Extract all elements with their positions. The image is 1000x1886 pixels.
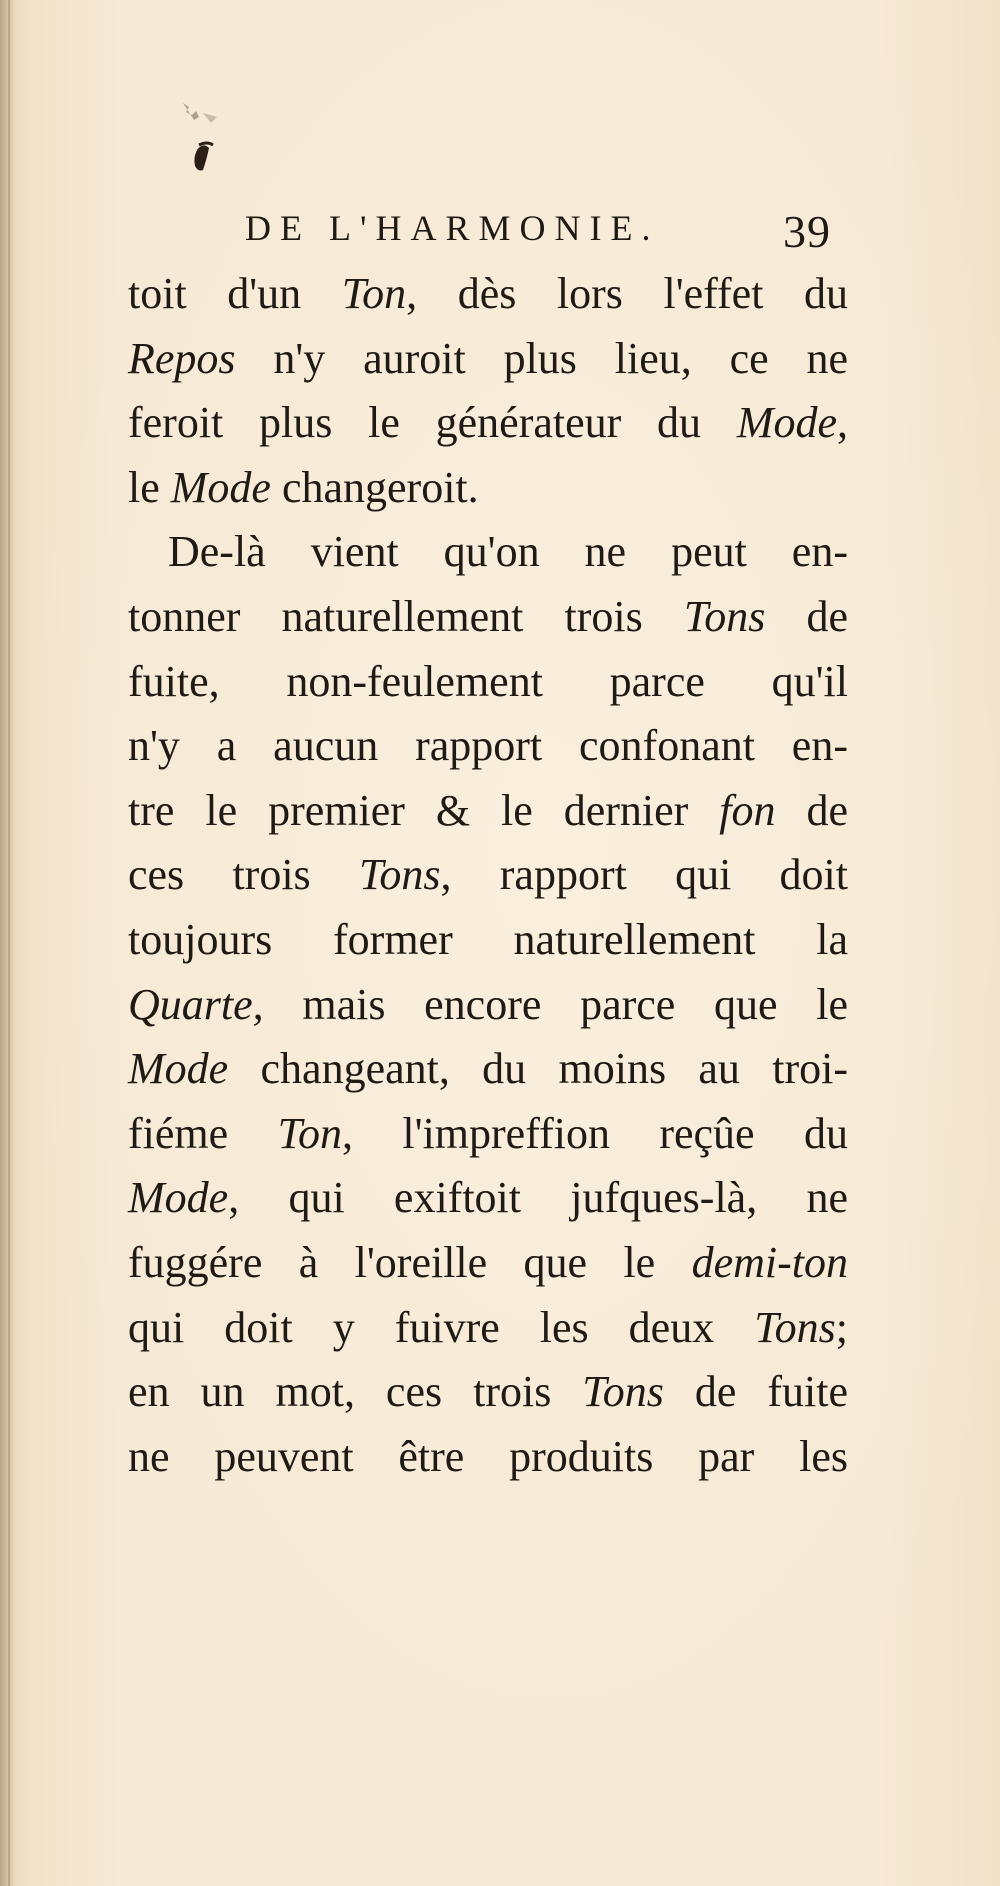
running-head: DE L'HARMONIE.: [245, 208, 660, 248]
text-run: le: [128, 462, 171, 512]
italic-text-run: Mode: [128, 1173, 229, 1223]
italic-text-run: Mode: [128, 1044, 229, 1094]
text-run: ces trois: [128, 850, 359, 900]
text-run: en un mot, ces trois: [128, 1367, 583, 1417]
text-run: , l'impreffion reçûe du: [342, 1108, 848, 1158]
text-run: De-là vient qu'on ne peut en-: [168, 527, 848, 577]
text-line: [128, 973, 848, 1038]
text-run: mais encore parce que le: [263, 979, 848, 1029]
text-line: [128, 1102, 848, 1167]
text-line: [128, 520, 848, 585]
page-number: 39: [783, 206, 831, 257]
text-run: ,: [837, 398, 848, 448]
text-line: [128, 262, 848, 327]
text-run: fuggére à l'oreille que le: [128, 1237, 692, 1287]
text-line: [128, 650, 848, 715]
text-run: feroit plus le générateur du: [128, 398, 737, 448]
text-run: ne peuvent être produits par les: [128, 1431, 848, 1481]
body-text: [128, 262, 848, 1489]
text-run: changeroit.: [270, 462, 479, 512]
italic-text-run: demi-ton: [691, 1237, 848, 1287]
text-line: [128, 1166, 848, 1231]
italic-text-run: fon: [719, 785, 776, 835]
text-run: de fuite: [663, 1367, 848, 1417]
text-run: tre le premier & le dernier: [128, 785, 720, 835]
page-gutter-edge: [8, 0, 10, 1886]
italic-text-run: Tons: [358, 850, 441, 900]
text-line: [128, 1296, 848, 1361]
italic-text-run: Tons: [582, 1367, 664, 1417]
text-run: n'y auroit plus lieu, ce ne: [235, 333, 848, 383]
text-line: [128, 456, 848, 521]
text-run: de: [765, 591, 848, 641]
text-run: qui doit y fuivre les deux: [128, 1302, 755, 1352]
text-run: ;: [835, 1302, 848, 1352]
ink-blot-mark: [175, 95, 235, 185]
text-line: [128, 391, 848, 456]
text-line: [128, 1231, 848, 1296]
italic-text-run: Ton: [341, 269, 407, 318]
text-line: [128, 585, 848, 650]
text-line: [128, 714, 848, 779]
text-run: toujours former naturellement la: [128, 914, 848, 964]
text-run: tonner naturellement trois: [128, 591, 684, 641]
text-run: , rapport qui doit: [440, 850, 849, 900]
text-run: n'y a aucun rapport confonant en-: [128, 721, 848, 771]
text-run: fiéme: [128, 1108, 278, 1158]
text-run: de: [775, 785, 849, 835]
text-run: toit d'un: [128, 269, 342, 318]
text-line: [128, 327, 848, 392]
page-header: [0, 205, 1000, 265]
italic-text-run: Tons: [683, 591, 766, 641]
italic-text-run: Repos: [128, 333, 236, 383]
text-line: [128, 779, 848, 844]
text-line: [128, 1037, 848, 1102]
text-line: [128, 908, 848, 973]
text-run: , qui exiftoit jufques-là, ne: [228, 1173, 848, 1223]
text-run: , dès lors l'effet du: [406, 269, 848, 318]
text-run: changeant, du moins au troi-: [228, 1044, 848, 1094]
italic-text-run: Mode: [170, 462, 271, 512]
italic-text-run: Tons: [754, 1302, 836, 1352]
italic-text-run: Ton: [277, 1108, 343, 1158]
text-run: fuite, non-feulement parce qu'il: [128, 656, 848, 706]
text-line: [128, 1425, 848, 1490]
text-line: [128, 1360, 848, 1425]
text-line: [128, 843, 848, 908]
italic-text-run: Mode: [736, 398, 837, 448]
italic-text-run: Quarte,: [128, 979, 264, 1029]
